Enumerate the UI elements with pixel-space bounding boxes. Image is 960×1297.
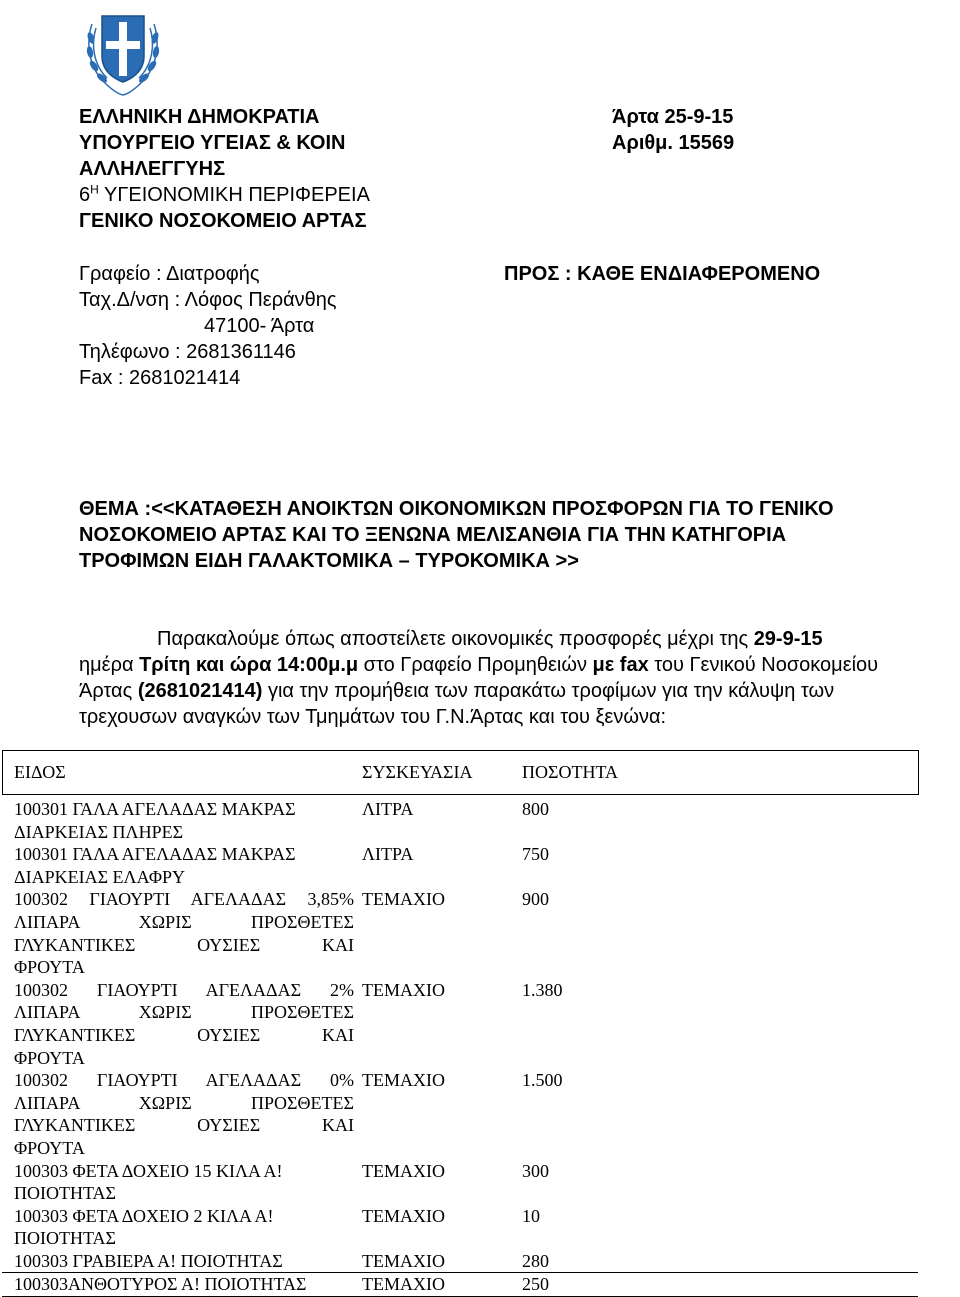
item-description-line: 100302 ΓΙΑΟΥΡΤΙ ΑΓΕΛΑΔΑΣ 3,85%	[14, 889, 354, 910]
body-text: Άρτας	[79, 680, 138, 702]
item-description-line: ΛΙΠΑΡΑ ΧΩΡΙΣ ΠΡΟΣΘΕΤΕΣ	[14, 911, 354, 932]
body-text: για την προμήθεια των παρακάτω τροφίμων για την κάλυψη των	[262, 680, 835, 702]
item-quantity: 900	[522, 889, 549, 910]
item-packaging: ΛΙΤΡΑ	[362, 844, 414, 865]
body-line-3	[79, 678, 959, 704]
item-description-line: 100302 ΓΙΑΟΥΡΤΙ ΑΓΕΛΑΔΑΣ 0%	[14, 1070, 354, 1091]
region-number: 6	[79, 184, 91, 206]
item-description-line: ΠΟΙΟΤΗΤΑΣ	[14, 1228, 117, 1249]
item-description	[2, 1069, 362, 1159]
body-line-1	[79, 626, 959, 652]
item-description-line: ΠΟΙΟΤΗΤΑΣ	[14, 1183, 117, 1204]
item-quantity: 1.380	[522, 979, 563, 1000]
item-description-line: ΓΛΥΚΑΝΤΙΚΕΣ ΟΥΣΙΕΣ ΚΑΙ	[14, 1024, 354, 1045]
table-header-row	[2, 750, 918, 795]
header-packaging: ΣΥΣΚΕΥΑΣΙΑ	[362, 750, 512, 795]
item-description-line: ΦΡΟΥΤΑ	[14, 1137, 85, 1158]
item-description	[2, 1205, 362, 1250]
item-description-line: ΔΙΑΡΚΕΙΑΣ ΠΛΗΡΕΣ	[14, 821, 184, 842]
item-packaging: ΤΕΜΑΧΙΟ	[362, 979, 445, 1000]
header-quantity: ΠΟΣΟΤΗΤΑ	[512, 750, 918, 795]
hospital-name: ΓΕΝΙΚΟ ΝΟΣΟΚΟΜΕΙΟ ΑΡΤΑΣ	[79, 210, 367, 232]
item-packaging: ΤΕΜΑΧΙΟ	[362, 1205, 445, 1226]
protocol-number: Αριθμ. 15569	[612, 132, 735, 154]
item-description-line: ΓΛΥΚΑΝΤΙΚΕΣ ΟΥΣΙΕΣ ΚΑΙ	[14, 934, 354, 955]
address-line: Ταχ.Δ/νση : Λόφος Περάνθης	[79, 289, 337, 311]
item-packaging: ΤΕΜΑΧΙΟ	[362, 1160, 445, 1181]
items-table	[2, 750, 918, 1297]
body-paragraph	[79, 626, 959, 730]
body-text: του Γενικού Νοσοκομείου	[648, 654, 879, 676]
item-quantity: 250	[512, 1273, 918, 1297]
fax-number: (2681021414)	[137, 680, 263, 702]
table-row	[2, 888, 918, 978]
recipient-line: ΠΡΟΣ : ΚΑΘΕ ΕΝΔΙΑΦΕΡΟΜΕΝΟ	[504, 263, 821, 285]
item-quantity: 10	[522, 1205, 540, 1226]
header-item: ΕΙΔΟΣ	[2, 750, 362, 795]
item-description-line: 100303 ΦΕΤΑ ΔΟΧΕΙΟ 15 ΚΙΛΑ Α!	[14, 1160, 283, 1181]
table-row	[2, 1273, 918, 1297]
item-packaging: ΤΕΜΑΧΙΟ	[362, 889, 445, 910]
item-packaging: ΤΕΜΑΧΙΟ	[362, 1273, 512, 1297]
item-description	[2, 1250, 362, 1273]
subject-block	[79, 496, 949, 574]
body-text: ημέρα	[79, 654, 140, 676]
deadline-day-time: Τρίτη και ώρα 14:00μ.μ	[139, 654, 359, 676]
date-line: Άρτα 25-9-15	[612, 106, 734, 128]
item-packaging: ΛΙΤΡΑ	[362, 799, 414, 819]
item-description-line: 100303ΑΝΘΟΤΥΡΟΣ Α! ΠΟΙΟΤΗΤΑΣ	[14, 1274, 307, 1295]
item-quantity: 750	[522, 844, 549, 865]
body-line-4: τρεχουσων αναγκών των Τμημάτων του Γ.Ν.Άρτας και του ξενώνα:	[79, 706, 667, 728]
office-line: Γραφείο : Διατροφής	[79, 263, 260, 285]
item-quantity: 800	[522, 799, 549, 819]
item-description	[2, 979, 362, 1069]
body-text: Παρακαλούμε όπως αποστείλετε οικονομικές προσφορές μέχρι της	[157, 628, 754, 650]
item-description-line: 100303 ΓΡΑΒΙΕΡΑ Α! ΠΟΙΟΤΗΤΑΣ	[14, 1250, 283, 1271]
item-description-line: ΛΙΠΑΡΑ ΧΩΡΙΣ ΠΡΟΣΘΕΤΕΣ	[14, 1002, 354, 1023]
table-row	[2, 843, 918, 888]
item-description-line: ΔΙΑΡΚΕΙΑΣ ΕΛΑΦΡΥ	[14, 866, 186, 887]
table-row	[2, 979, 918, 1069]
item-description-line: 100303 ΦΕΤΑ ΔΟΧΕΙΟ 2 ΚΙΛΑ Α!	[14, 1205, 274, 1226]
item-packaging: ΤΕΜΑΧΙΟ	[362, 1070, 445, 1091]
issuer-line-3: ΑΛΛΗΛΕΓΓΥΗΣ	[79, 158, 226, 180]
table-row	[2, 1069, 918, 1159]
item-description-line: 100302 ΓΙΑΟΥΡΤΙ ΑΓΕΛΑΔΑΣ 2%	[14, 979, 354, 1000]
subject-line-2: ΝΟΣΟΚΟΜΕΙΟ ΑΡΤΑΣ ΚΑΙ ΤΟ ΞΕΝΩΝΑ ΜΕΛΙΣΑΝΘΙΑ ΓΙΑ ΤΗΝ ΚΑΤΗΓΟΡΙΑ	[79, 524, 787, 546]
item-description	[2, 1160, 362, 1205]
item-quantity: 300	[522, 1160, 549, 1181]
item-quantity: 280	[512, 1250, 918, 1273]
item-description-line: 100301 ΓΑΛΑ ΑΓΕΛΑΔΑΣ ΜΑΚΡΑΣ	[14, 799, 296, 819]
table-body	[2, 798, 918, 1297]
item-description	[2, 1273, 362, 1297]
table-row	[2, 1250, 918, 1273]
phone-line: Τηλέφωνο : 2681361146	[79, 341, 296, 363]
subject-line-3: ΤΡΟΦΙΜΩΝ ΕΙΔΗ ΓΑΛΑΚΤΟΜΙΚΑ – ΤΥΡΟΚΟΜΙΚΑ >>	[79, 550, 579, 572]
issuer-line-2: ΥΠΟΥΡΓΕΙΟ ΥΓΕΙΑΣ & ΚΟΙΝ	[79, 132, 346, 154]
region-text: ΥΓΕΙΟΝΟΜΙΚΗ ΠΕΡΙΦΕΡΕΙΑ	[98, 184, 370, 206]
item-description	[2, 843, 362, 888]
table-row	[2, 1160, 918, 1205]
body-line-2	[79, 652, 959, 678]
item-description-line: ΦΡΟΥΤΑ	[14, 957, 85, 978]
health-region-line	[79, 182, 519, 208]
item-description-line: 100301 ΓΑΛΑ ΑΓΕΛΑΔΑΣ ΜΑΚΡΑΣ	[14, 844, 296, 865]
item-description-line: ΦΡΟΥΤΑ	[14, 1047, 85, 1068]
fax-line: Fax : 2681021414	[79, 367, 241, 389]
item-description-line: ΓΛΥΚΑΝΤΙΚΕΣ ΟΥΣΙΕΣ ΚΑΙ	[14, 1115, 354, 1136]
item-description	[2, 798, 362, 843]
issuer-line-1: ΕΛΛΗΝΙΚΗ ΔΗΜΟΚΡΑΤΙΑ	[79, 106, 320, 128]
greek-coat-of-arms-emblem	[82, 8, 164, 96]
fax-emphasis: με fax	[592, 654, 649, 676]
contact-block	[79, 261, 519, 391]
postal-line: 47100- Άρτα	[204, 315, 315, 337]
date-number-block	[612, 104, 912, 156]
region-superscript: Η	[90, 182, 99, 197]
item-packaging: ΤΕΜΑΧΙΟ	[362, 1250, 512, 1273]
item-description	[2, 888, 362, 978]
table-right-border	[918, 750, 919, 795]
table-row	[2, 798, 918, 843]
body-text: στο Γραφείο Προμηθειών	[358, 654, 593, 676]
subject-line-1: ΘΕΜΑ :<<ΚΑΤΑΘΕΣΗ ΑΝΟΙΚΤΩΝ ΟΙΚΟΝΟΜΙΚΩΝ ΠΡΟΣΦΟΡΩΝ ΓΙΑ ΤΟ ΓΕΝΙΚΟ	[79, 498, 834, 520]
table-row	[2, 1205, 918, 1250]
item-description-line: ΛΙΠΑΡΑ ΧΩΡΙΣ ΠΡΟΣΘΕΤΕΣ	[14, 1092, 354, 1113]
item-quantity: 1.500	[522, 1070, 563, 1091]
issuer-block	[79, 104, 519, 234]
deadline-date: 29-9-15	[753, 628, 823, 650]
